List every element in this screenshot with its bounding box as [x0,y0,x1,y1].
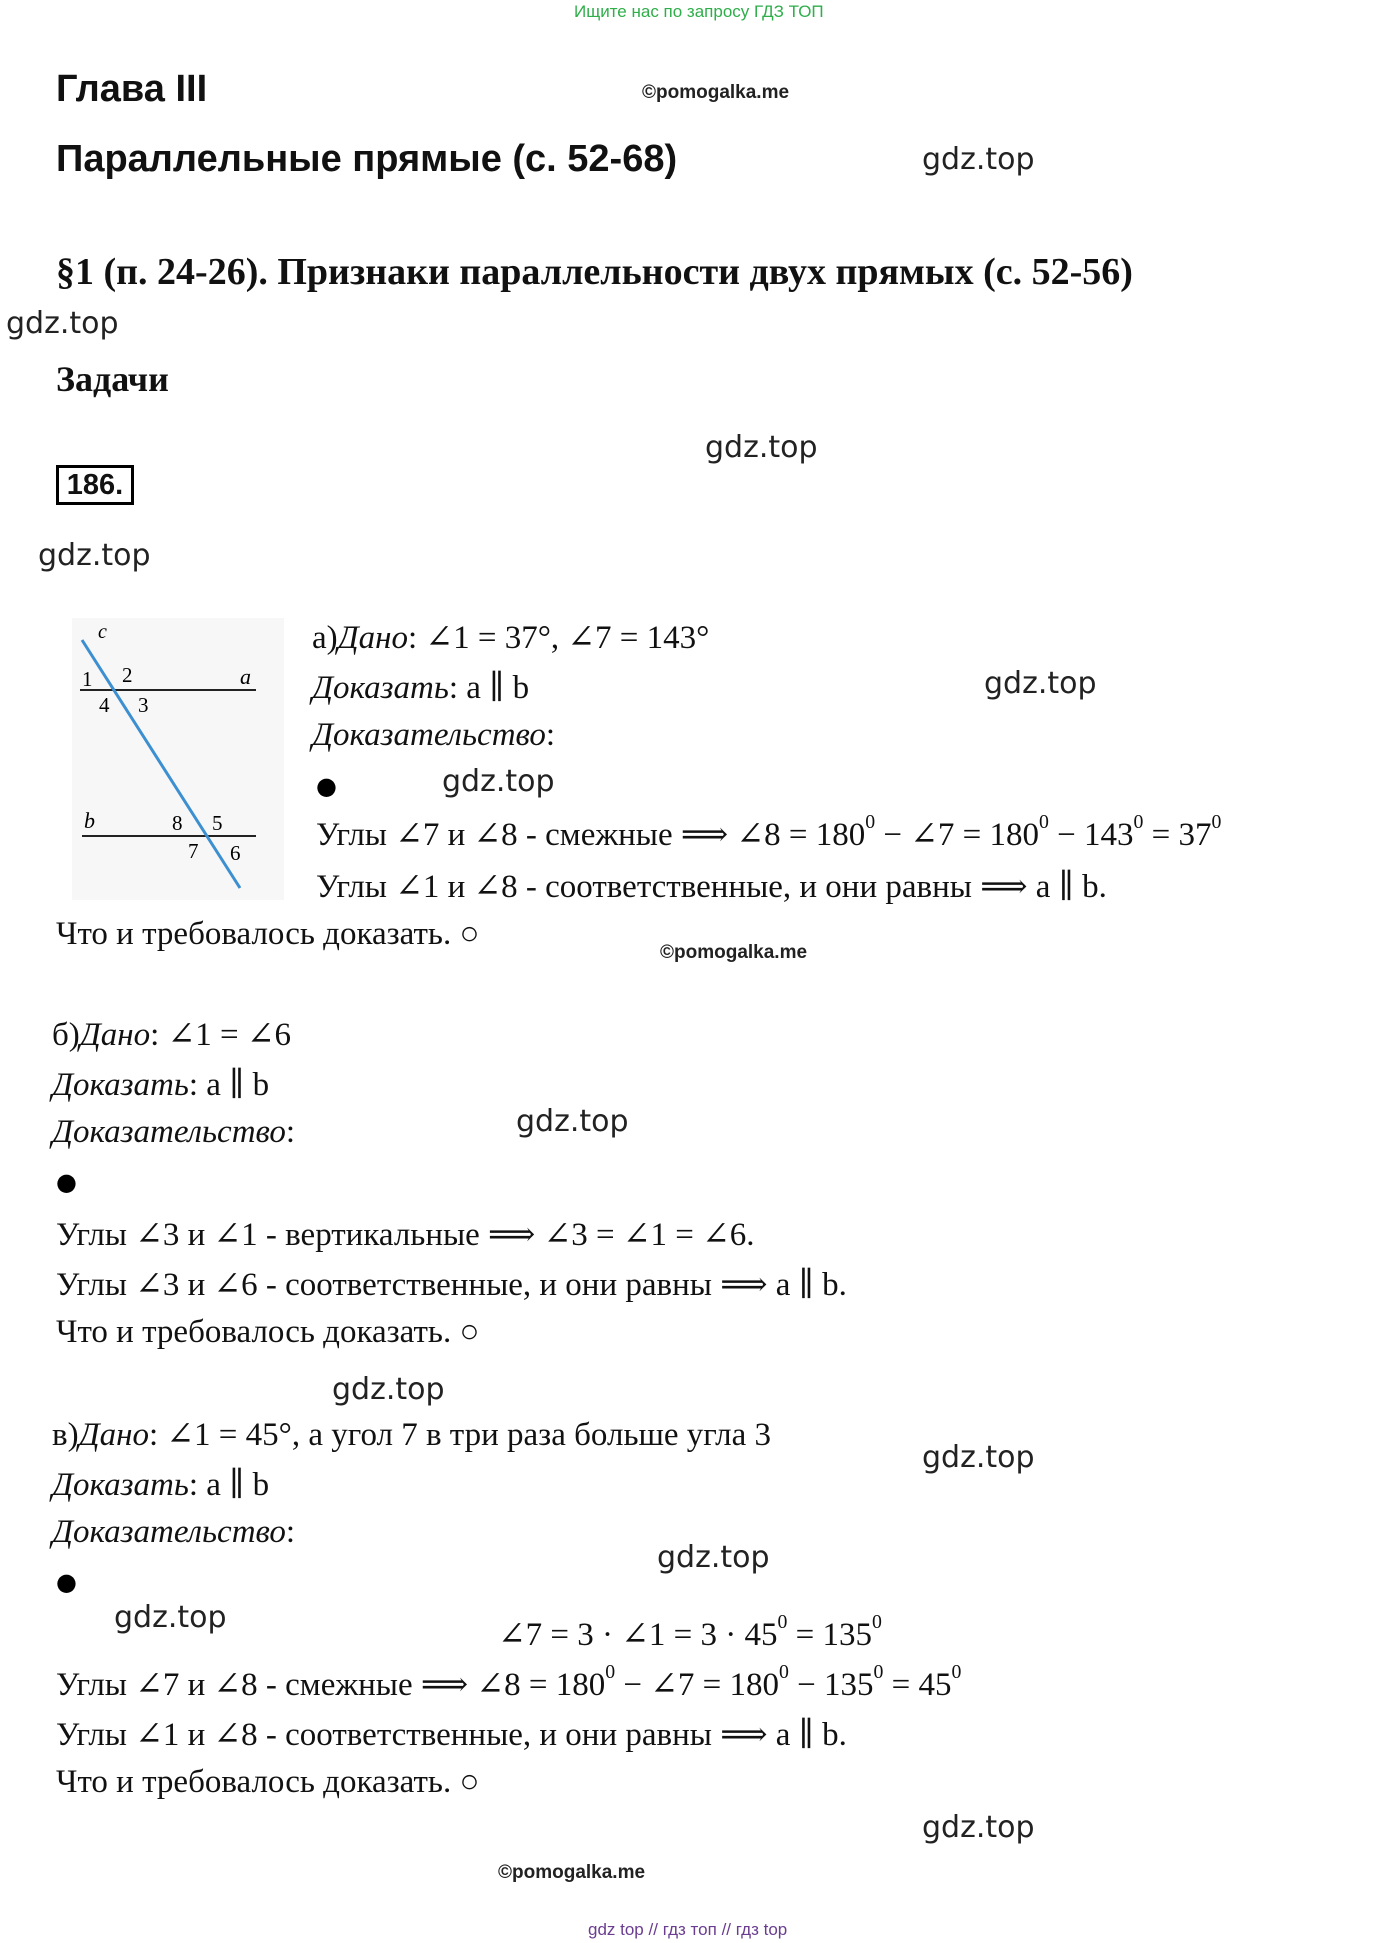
watermark: gdz.top [114,1600,227,1635]
angle-label-3: 3 [138,693,149,717]
watermark: gdz.top [38,538,151,573]
footer-link-gdz-top-ru[interactable]: гдз топ [662,1920,717,1939]
task-number: 186. [56,465,134,505]
part-a-prove: Доказать: a ∥ b [312,670,530,706]
angle-label-6: 6 [230,841,241,865]
part-a-given: а)Дано: ∠1 = 37°, ∠7 = 143° [312,620,710,656]
angle-label-1: 1 [82,667,93,691]
part-c-proof-heading: Доказательство: [52,1514,296,1550]
figure-background [72,618,284,900]
copyright-mark: ©pomogalka.me [498,1862,646,1883]
watermark: gdz.top [442,764,555,799]
angle-label-5: 5 [212,811,223,835]
part-a-bullet: ● [316,772,337,800]
part-c-qed: Что и требовалось доказать. ○ [56,1764,480,1800]
tasks-heading: Задачи [56,359,169,399]
watermark: gdz.top [332,1372,445,1407]
angle-label-7: 7 [188,839,199,863]
angle-label-2: 2 [122,663,133,687]
part-a-step1: Углы ∠7 и ∠8 - смежные ⟹ ∠8 = $180^0$ − ∠7 = $180^0 - 143^0 = 37^0$ [316,811,1222,853]
footer-links: gdz top // гдз топ // гдз top [588,1920,788,1939]
label-a: a [240,664,251,689]
label-b: b [84,808,95,833]
copyright-mark: ©pomogalka.me [660,942,808,963]
part-a-qed: Что и требовалось доказать. ○ [56,916,480,952]
watermark: gdz.top [516,1104,629,1139]
part-c-given: в)Дано: ∠1 = 45°, а угол 7 в три раза больше угла 3 [52,1417,772,1453]
part-b-bullet: ● [56,1168,77,1196]
watermark: gdz.top [922,1440,1035,1475]
chapter-title: Параллельные прямые (с. 52-68) [56,138,678,180]
part-a-proof-heading: Доказательство: [312,717,556,753]
watermark: gdz.top [6,306,119,341]
watermark: gdz.top [984,666,1097,701]
label-c: c [98,621,107,643]
part-a-step2: Углы ∠1 и ∠8 - соответственные, и они равны ⟹ a ∥ b. [316,869,1107,905]
watermark: gdz.top [922,1810,1035,1845]
parallel-lines-figure [72,618,284,900]
part-b-qed: Что и требовалось доказать. ○ [56,1314,480,1350]
part-b-prove: Доказать: a ∥ b [52,1067,270,1103]
part-c-step2: Углы ∠1 и ∠8 - соответственные, и они равны ⟹ a ∥ b. [56,1717,847,1753]
footer-link-gdz-top-mixed[interactable]: гдз top [735,1920,788,1939]
part-b-proof-heading: Доказательство: [52,1114,296,1150]
copyright-mark: ©pomogalka.me [642,82,790,103]
footer-link-gdz-top[interactable]: gdz top [588,1920,644,1939]
angle-label-8: 8 [172,811,183,835]
watermark: gdz.top [922,142,1035,177]
angle-label-4: 4 [99,693,110,717]
part-c-step1: Углы ∠7 и ∠8 - смежные ⟹ ∠8 = $180^0$ − ∠7 = $180^0 - 135^0 = 45^0$ [56,1661,962,1703]
section-title: §1 (п. 24-26). Признаки параллельности двух прямых (с. 52-56) [56,251,1133,293]
top-banner: Ищите нас по запросу ГДЗ ТОП [574,2,824,21]
part-b-step2: Углы ∠3 и ∠6 - соответственные, и они равны ⟹ a ∥ b. [56,1267,847,1303]
watermark: gdz.top [657,1540,770,1575]
part-b-given: б)Дано: ∠1 = ∠6 [52,1017,291,1053]
watermark: gdz.top [705,430,818,465]
part-c-bullet: ● [56,1568,77,1596]
part-c-prove: Доказать: a ∥ b [52,1467,270,1503]
part-c-calc: ∠7 = 3 · ∠1 = $3 \cdot 45^0 = 135^0$ [498,1611,882,1653]
part-b-step1: Углы ∠3 и ∠1 - вертикальные ⟹ ∠3 = ∠1 = ∠6. [56,1217,755,1253]
chapter-heading: Глава III [56,68,208,110]
